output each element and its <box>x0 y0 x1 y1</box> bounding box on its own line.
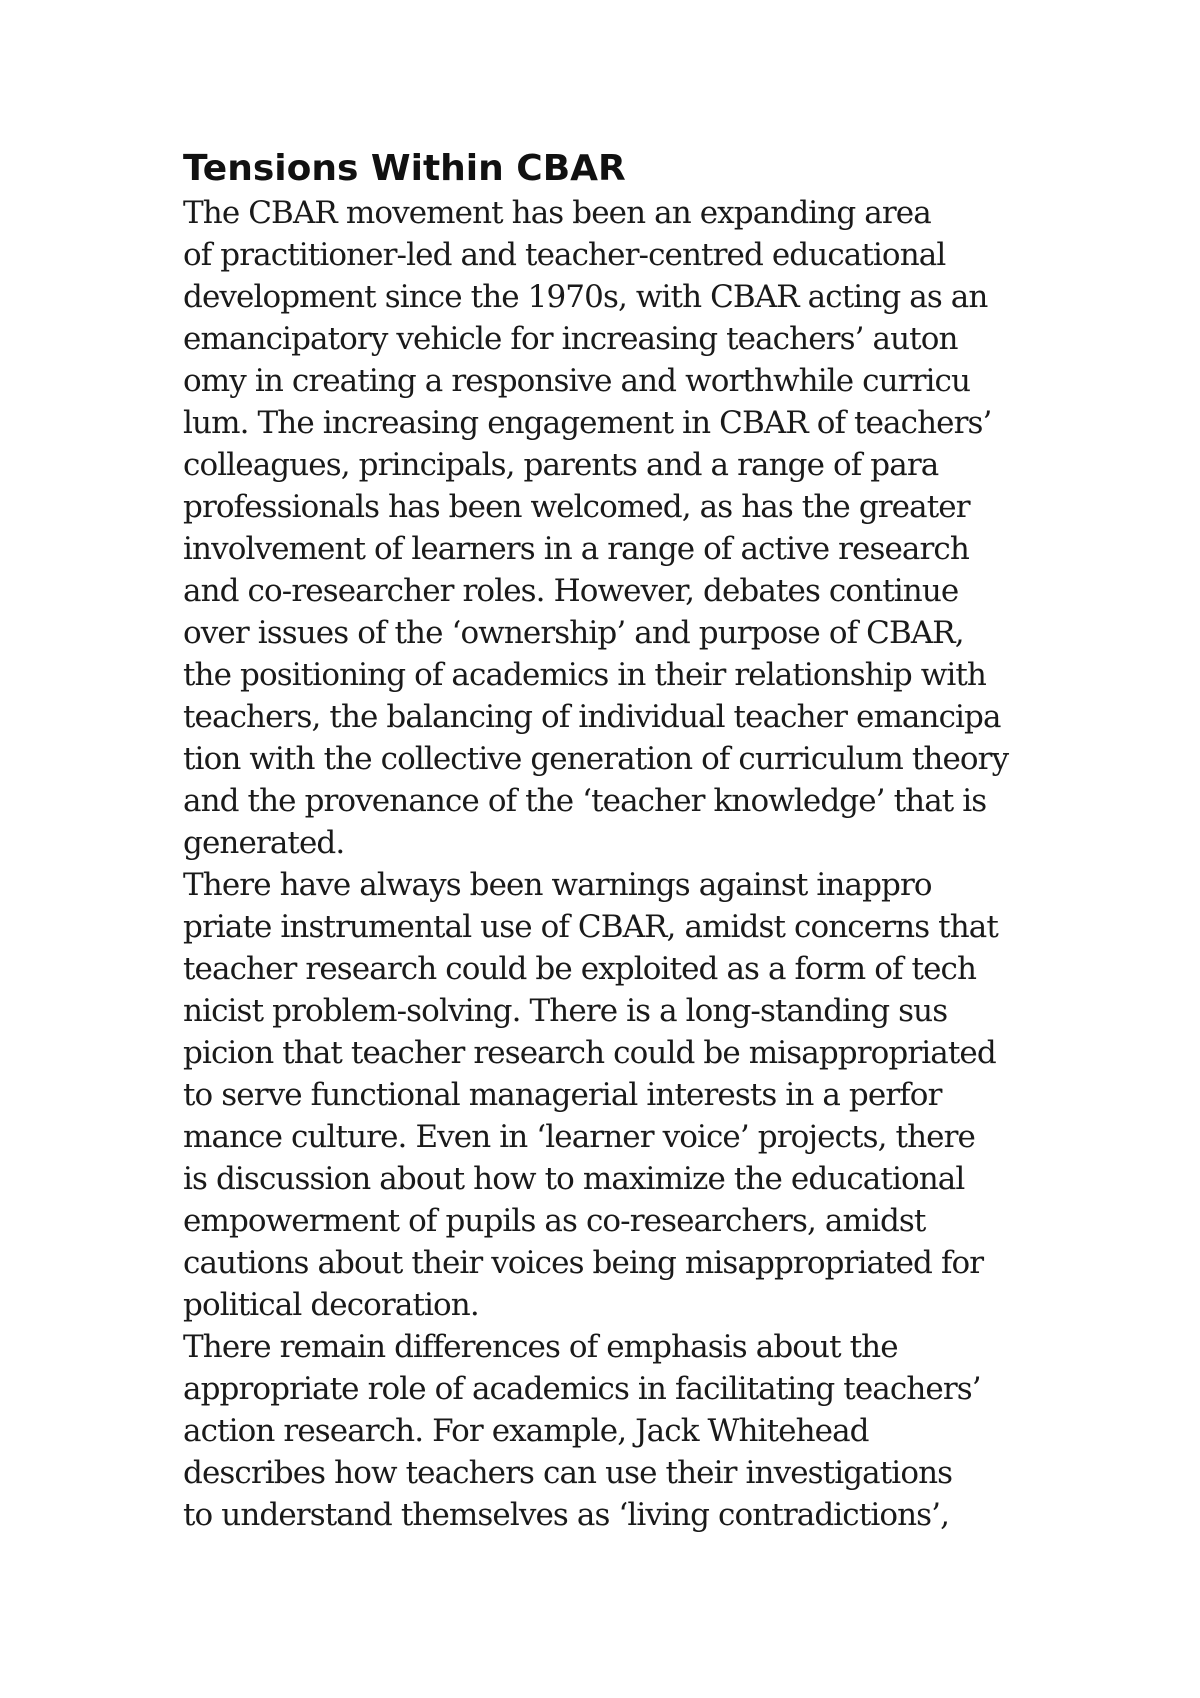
text-line: lum. The increasing engagement in CBAR of teachers’ <box>183 405 992 441</box>
text-line: picion that teacher research could be misappropriated <box>183 1035 996 1071</box>
paragraph-1 <box>183 192 1063 864</box>
text-line: There have always been warnings against inappro <box>183 867 932 903</box>
section-heading: Tensions Within CBAR <box>183 148 626 189</box>
text-line: and co-researcher roles. However, debates continue <box>183 573 959 609</box>
text-line: professionals has been welcomed, as has the greater <box>183 489 970 525</box>
text-line: and the provenance of the ‘teacher knowledge’ that is <box>183 783 987 819</box>
paragraph-3 <box>183 1326 1063 1536</box>
text-line: is discussion about how to maximize the educational <box>183 1161 965 1197</box>
text-line: over issues of the ‘ownership’ and purpose of CBAR, <box>183 615 964 651</box>
text-line: emancipatory vehicle for increasing teachers’ auton <box>183 321 958 357</box>
text-line: The CBAR movement has been an expanding area <box>183 195 931 231</box>
text-line: mance culture. Even in ‘learner voice’ projects, there <box>183 1119 975 1155</box>
text-line: development since the 1970s, with CBAR acting as an <box>183 279 988 315</box>
text-line: to understand themselves as ‘living contradictions’, <box>183 1497 950 1533</box>
text-line: involvement of learners in a range of active research <box>183 531 969 567</box>
document-body <box>183 146 1063 1536</box>
text-line: to serve functional managerial interests in a perfor <box>183 1077 942 1113</box>
text-line: the positioning of academics in their relationship with <box>183 657 986 693</box>
text-line: omy in creating a responsive and worthwhile curricu <box>183 363 971 399</box>
text-line: nicist problem-solving. There is a long-standing sus <box>183 993 948 1029</box>
text-line: priate instrumental use of CBAR, amidst concerns that <box>183 909 998 945</box>
text-line: tion with the collective generation of curriculum theory <box>183 741 1009 777</box>
text-line: cautions about their voices being misappropriated for <box>183 1245 984 1281</box>
text-line: There remain differences of emphasis about the <box>183 1329 898 1365</box>
paragraph-2 <box>183 864 1063 1326</box>
text-line: of practitioner-led and teacher-centred educational <box>183 237 946 273</box>
text-line: describes how teachers can use their investigations <box>183 1455 953 1491</box>
text-line: generated. <box>183 825 345 861</box>
text-line: appropriate role of academics in facilitating teachers’ <box>183 1371 981 1407</box>
text-line: political decoration. <box>183 1287 479 1323</box>
text-line: teacher research could be exploited as a form of tech <box>183 951 977 987</box>
text-line: colleagues, principals, parents and a range of para <box>183 447 939 483</box>
text-line: action research. For example, Jack Whitehead <box>183 1413 869 1449</box>
text-line: empowerment of pupils as co-researchers, amidst <box>183 1203 926 1239</box>
text-line: teachers, the balancing of individual teacher emancipa <box>183 699 1001 735</box>
